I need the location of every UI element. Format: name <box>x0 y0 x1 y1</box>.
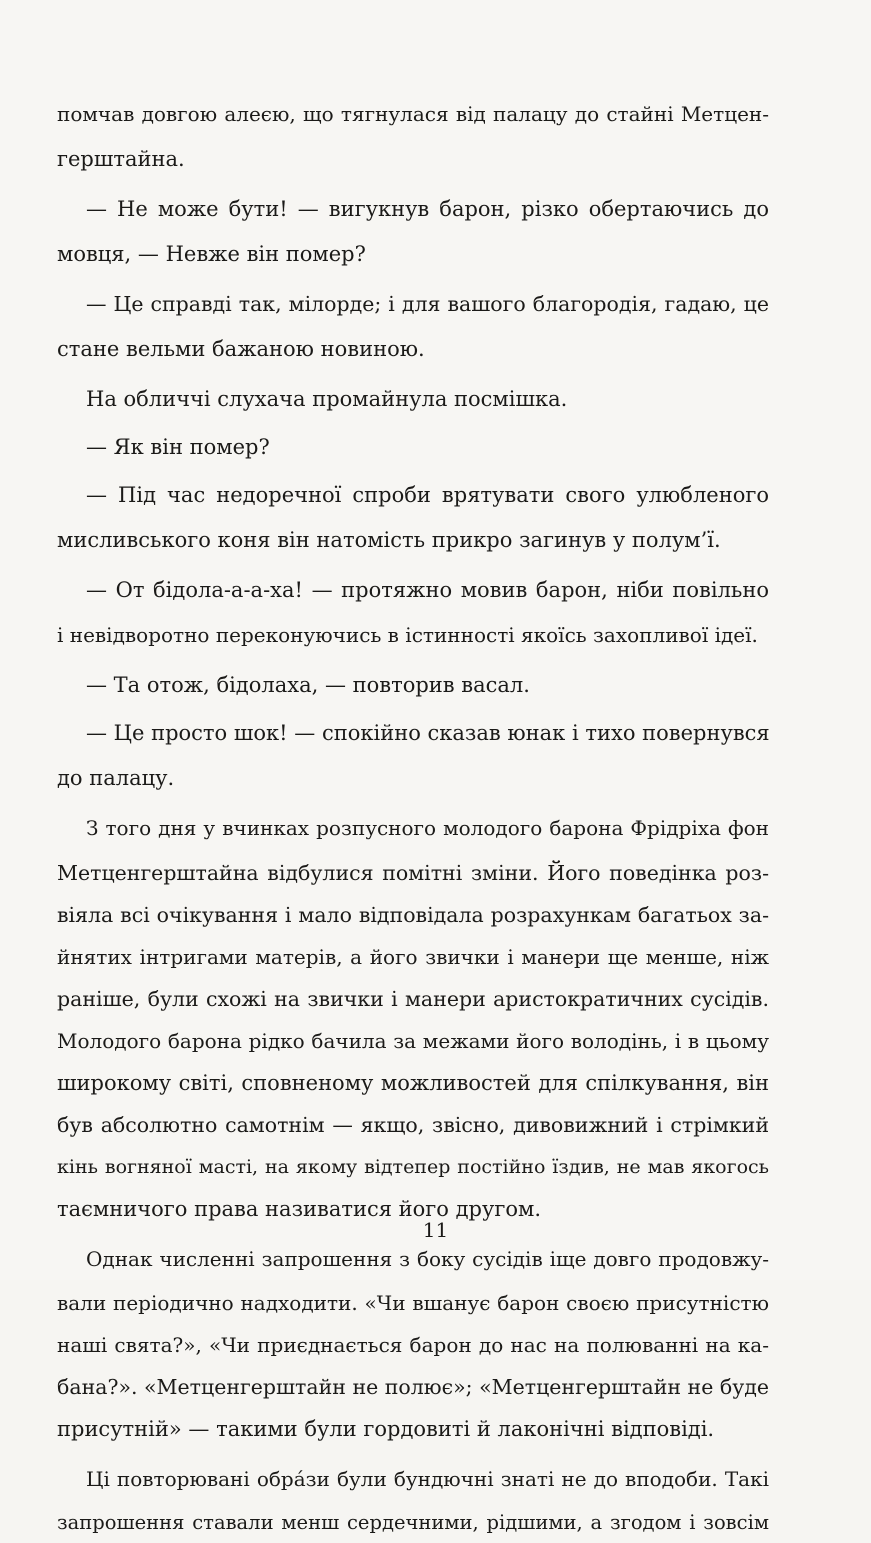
text-line: мисливського коня він натомість прикро загинув у полум’ї. <box>57 528 721 552</box>
text-line: стане вельми бажаною новиною. <box>57 337 425 361</box>
text-line: наші свята?», «Чи приєднається барон до нас на полюванні на ка- <box>57 1333 769 1357</box>
text-line: Метценгерштайна відбулися помітні зміни. Його поведінка роз- <box>57 861 769 885</box>
text-line: кінь вогняної масті, на якому відтепер постійно їздив, не мав якогось <box>57 1156 769 1178</box>
text-line: таємничого права називатися його другом. <box>57 1197 542 1221</box>
text-line: йнятих інтригами матерів, а його звички і манери ще менше, ніж <box>57 945 769 969</box>
text-line: широкому світі, сповненому можливостей для спілкування, він <box>57 1071 769 1095</box>
text-line: З того дня у вчинках розпусного молодого барона Фрідріха фон <box>86 816 769 840</box>
text-line: присутній» — такими були гордовиті й лаконічні відповіді. <box>57 1417 715 1441</box>
text-line: був абсолютно самотнім — якщо, звісно, дивовижний і стрімкий <box>57 1113 769 1137</box>
text-line: мовця, — Невже він помер? <box>57 242 366 266</box>
text-line: Ці повторювані обрáзи були бундючні знаті не до вподоби. Такі <box>86 1467 769 1491</box>
text-line: — Як він помер? <box>86 435 270 459</box>
text-line: — Не може бути! — вигукнув барон, різко обертаючись до <box>86 197 769 221</box>
text-line: Молодого барона рідко бачила за межами його володінь, і в цьому <box>57 1029 769 1053</box>
text-line: раніше, були схожі на звички і манери аристократичних сусідів. <box>57 987 769 1011</box>
text-line: — От бідола-а-а-ха! — протяжно мовив барон, ніби повільно <box>86 578 769 602</box>
text-line: Однак численні запрошення з боку сусідів іще довго продовжу- <box>86 1247 769 1271</box>
text-line: бана?». «Метценгерштайн не полює»; «Метценгерштайн не буде <box>57 1375 770 1399</box>
text-line: — Це просто шок! — спокійно сказав юнак і тихо повернувся <box>86 721 770 745</box>
text-line: герштайна. <box>57 147 185 171</box>
text-line: — Це справді так, мілорде; і для вашого благородія, гадаю, це <box>86 292 769 316</box>
text-line: до палацу. <box>57 766 175 790</box>
text-line: — Під час недоречної спроби врятувати свого улюбленого <box>86 483 769 507</box>
text-line: На обличчі слухача промайнула посмішка. <box>86 387 568 411</box>
text-line: запрошення ставали менш сердечними, рідшими, а згодом і зовсім <box>57 1511 769 1534</box>
text-line: вали періодично надходити. «Чи вшанує барон своєю присутністю <box>57 1291 769 1315</box>
page-number: 11 <box>422 1218 449 1242</box>
text-line: — Та отож, бідолаха, — повторив васал. <box>86 673 530 697</box>
text-line: і невідворотно переконуючись в істинності якоїсь захопливої ідеї. <box>57 623 758 647</box>
text-line: помчав довгою алеєю, що тягнулася від палацу до стайні Метцен- <box>57 102 769 126</box>
text-line: віяла всі очікування і мало відповідала розрахункам багатьох за- <box>57 903 769 927</box>
